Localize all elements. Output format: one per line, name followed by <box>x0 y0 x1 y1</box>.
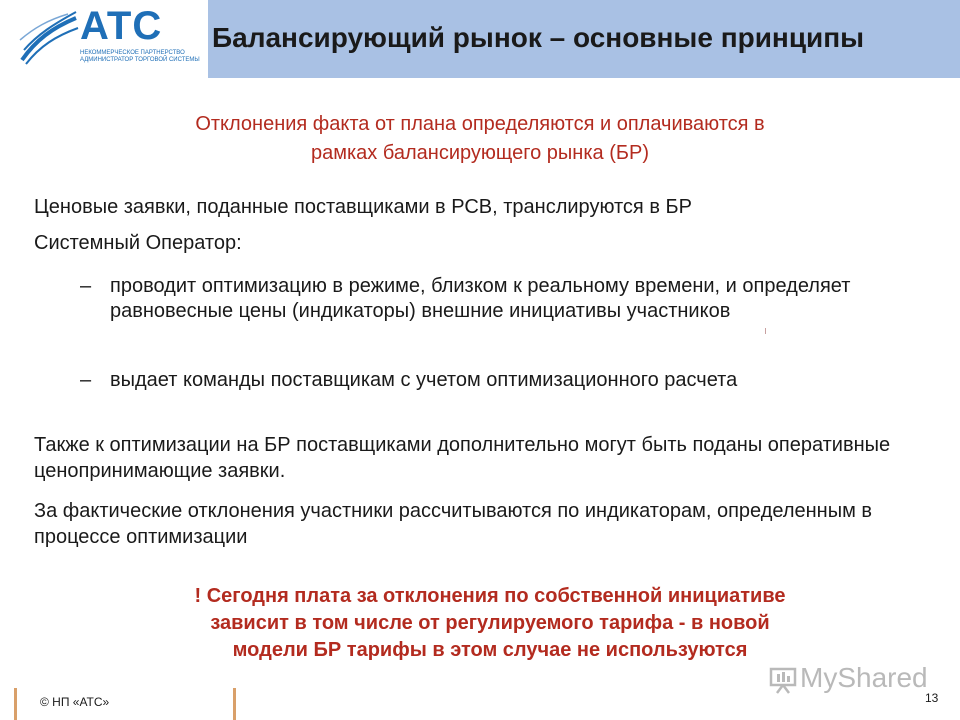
footer-divider-left <box>14 688 17 720</box>
list-item <box>80 274 880 324</box>
list-item-text: выдает команды поставщикам с учетом оптимизационного расчета <box>110 369 738 391</box>
dash-bullet: – <box>80 369 92 391</box>
dash-bullet: – <box>80 275 92 297</box>
stray-mark <box>765 328 766 334</box>
logo-swoosh-icon <box>18 10 80 66</box>
list-item <box>80 368 880 393</box>
paragraph-system-operator: Системный Оператор: <box>34 232 242 254</box>
paragraph-price-bids: Ценовые заявки, поданные поставщиками в РСВ, транслируются в БР <box>34 196 692 218</box>
footer-copyright: © НП «АТС» <box>40 695 110 709</box>
paragraph-settlement: За фактические отклонения участники рассчитываются по индикаторам, определенным в процессе оптимизации <box>34 500 873 548</box>
subtitle-line-2: рамках балансирующего рынка (БР) <box>311 142 649 164</box>
watermark <box>768 662 928 694</box>
slide-subtitle <box>80 110 880 168</box>
page-title: Балансирующий рынок – основные принципы <box>212 22 865 53</box>
note-line-3: модели БР тарифы в этом случае не используются <box>232 639 748 661</box>
note-line-1: ! Сегодня плата за отклонения по собственной инициативе <box>194 585 786 607</box>
slide-number: 13 <box>925 691 939 705</box>
watermark-text: MyShared <box>800 662 928 693</box>
logo <box>0 0 208 78</box>
subtitle-line-1: Отклонения факта от плана определяются и оплачиваются в <box>195 113 765 135</box>
paragraph-operative-bids: Также к оптимизации на БР поставщиками дополнительно могут быть поданы оперативные ценопринимающие заявки. <box>34 434 891 482</box>
logo-wordmark: ATC <box>80 4 163 48</box>
note-line-2: зависит в том числе от регулируемого тарифа - в новой <box>210 612 770 634</box>
footer-divider-right <box>233 688 236 720</box>
list-item-text: проводит оптимизацию в режиме, близком к реальному времени, и определяет равновесные цены (индикаторы) внешние инициативы участников <box>110 275 851 322</box>
logo-subtitle: НЕКОММЕРЧЕСКОЕ ПАРТНЕРСТВО АДМИНИСТРАТОР ТОРГОВОЙ СИСТЕМЫ <box>80 50 200 63</box>
presentation-icon <box>768 666 798 694</box>
highlight-note <box>60 583 920 664</box>
